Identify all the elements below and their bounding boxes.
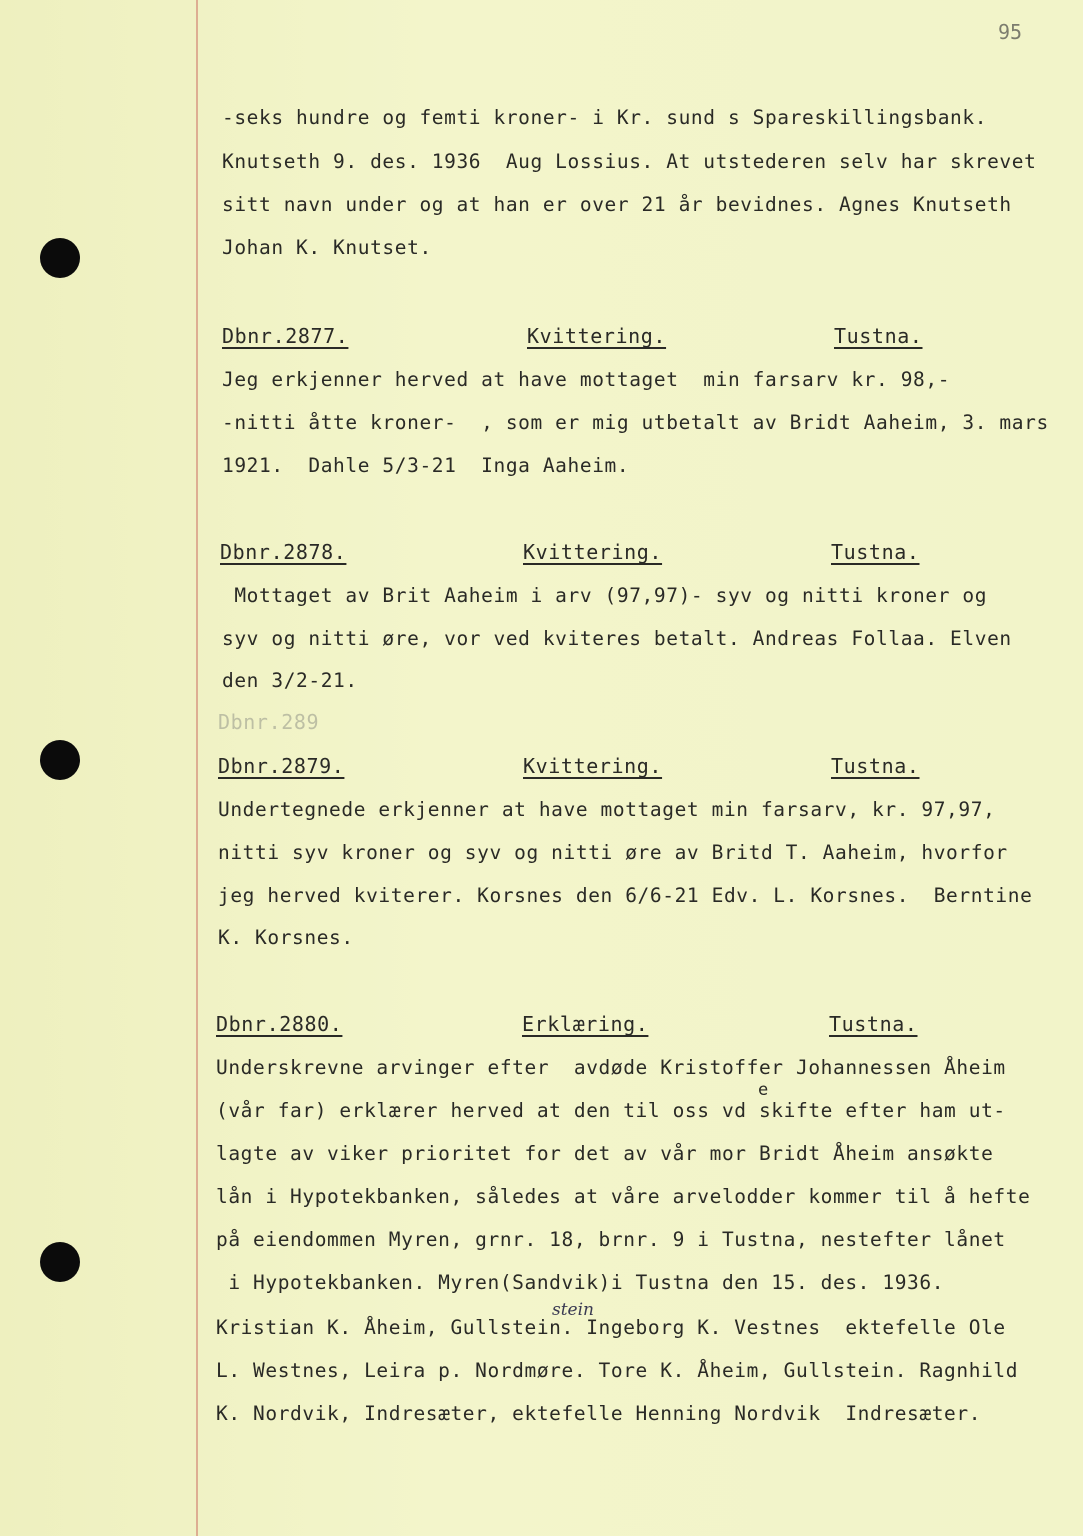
entry-type: Erklæring. [522, 1012, 649, 1036]
page-number: 95 [998, 20, 1023, 44]
faint-entry-label: Dbnr.289 [218, 710, 320, 734]
intro-line: sitt navn under og at han er over 21 år bevidnes. Agnes Knutseth [222, 193, 1012, 216]
entry-line: Underskrevne arvinger efter avdøde Kristoffer Johannessen Åheim [216, 1056, 1006, 1079]
entry-number: Dbnr.2877. [222, 324, 349, 348]
entry-place: Tustna. [829, 1012, 918, 1036]
entry-line: Mottaget av Brit Aaheim i arv (97,97)- syv og nitti kroner og [222, 584, 988, 607]
entry-line: -nitti åtte kroner- , som er mig utbetalt av Bridt Aaheim, 3. mars [222, 411, 1049, 434]
entry-type: Kvittering. [527, 324, 667, 348]
entry-line: 1921. Dahle 5/3-21 Inga Aaheim. [222, 454, 630, 477]
entry-line: (vår far) erklærer herved at den til oss vd skifte efter ham ut- [216, 1099, 1006, 1122]
punch-hole-middle [40, 740, 80, 780]
superscript-correction: e [758, 1080, 769, 1100]
entry-line: K. Korsnes. [218, 926, 354, 949]
entry-place: Tustna. [831, 754, 920, 778]
entry-line: Jeg erkjenner herved at have mottaget min farsarv kr. 98,- [222, 368, 951, 391]
entry-line: syv og nitti øre, vor ved kviteres betalt. Andreas Follaa. Elven [222, 627, 1012, 650]
punch-hole-top [40, 238, 80, 278]
entry-line: L. Westnes, Leira p. Nordmøre. Tore K. Åheim, Gullstein. Ragnhild [216, 1359, 1019, 1382]
entry-place: Tustna. [831, 540, 920, 564]
entry-number: Dbnr.2879. [218, 754, 345, 778]
punch-hole-bottom [40, 1242, 80, 1282]
entry-line: K. Nordvik, Indresæter, ektefelle Henning Nordvik Indresæter. [216, 1402, 982, 1425]
intro-line: -seks hundre og femti kroner- i Kr. sund s Spareskillingsbank. [222, 106, 988, 129]
entry-line: Kristian K. Åheim, Gullstein. Ingeborg K. Vestnes ektefelle Ole [216, 1316, 1006, 1339]
entry-line: nitti syv kroner og syv og nitti øre av Britd T. Aaheim, hvorfor [218, 841, 1008, 864]
entry-line: i Hypotekbanken. Myren(Sandvik)i Tustna den 15. des. 1936. [216, 1271, 945, 1294]
entry-line: lån i Hypotekbanken, således at våre arvelodder kommer til å hefte [216, 1185, 1031, 1208]
entry-number: Dbnr.2880. [216, 1012, 343, 1036]
handwritten-correction: stein [552, 1300, 595, 1320]
margin-line [196, 0, 198, 1536]
entry-place: Tustna. [834, 324, 923, 348]
intro-line: Johan K. Knutset. [222, 236, 432, 259]
entry-line: jeg herved kviterer. Korsnes den 6/6-21 Edv. L. Korsnes. Berntine [218, 884, 1033, 907]
entry-line: Undertegnede erkjenner at have mottaget min farsarv, kr. 97,97, [218, 798, 996, 821]
entry-line: på eiendommen Myren, grnr. 18, brnr. 9 i Tustna, nestefter lånet [216, 1228, 1006, 1251]
entry-line: den 3/2-21. [222, 669, 358, 692]
entry-number: Dbnr.2878. [220, 540, 347, 564]
entry-line: lagte av viker prioritet for det av vår mor Bridt Åheim ansøkte [216, 1142, 994, 1165]
entry-type: Kvittering. [523, 540, 663, 564]
entry-type: Kvittering. [523, 754, 663, 778]
intro-line: Knutseth 9. des. 1936 Aug Lossius. At utstederen selv har skrevet [222, 150, 1037, 173]
